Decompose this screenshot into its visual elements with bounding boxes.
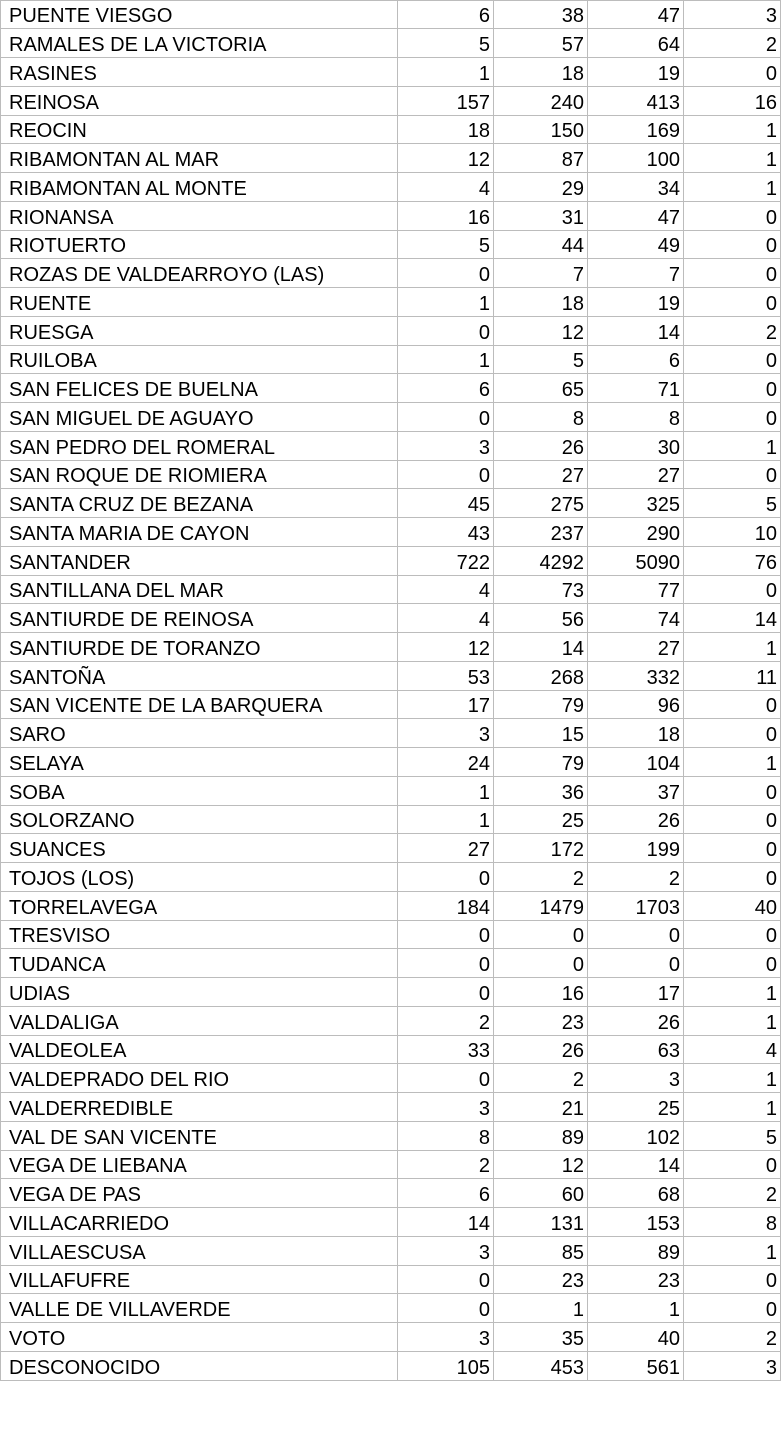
- value-cell-2[interactable]: 237: [494, 518, 588, 547]
- value-cell-3[interactable]: 18: [588, 719, 684, 748]
- value-cell-2[interactable]: 1: [494, 1294, 588, 1323]
- value-cell-2[interactable]: 38: [494, 0, 588, 29]
- value-cell-2[interactable]: 29: [494, 173, 588, 202]
- value-cell-4[interactable]: 2: [684, 29, 781, 58]
- table-row: [1, 431, 781, 460]
- municipality-cell[interactable]: SANTILLANA DEL MAR: [1, 575, 398, 604]
- value-cell-4[interactable]: 0: [684, 259, 781, 288]
- table-row: [1, 604, 781, 633]
- table-row: [1, 661, 781, 690]
- value-cell-2[interactable]: 2: [494, 863, 588, 892]
- value-cell-4[interactable]: 40: [684, 891, 781, 920]
- municipality-cell[interactable]: SOBA: [1, 776, 398, 805]
- value-cell-3[interactable]: 332: [588, 661, 684, 690]
- value-cell-2[interactable]: 12: [494, 316, 588, 345]
- table-row: [1, 115, 781, 144]
- municipality-cell[interactable]: SANTIURDE DE TORANZO: [1, 633, 398, 662]
- municipality-cell[interactable]: ROZAS DE VALDEARROYO (LAS): [1, 259, 398, 288]
- value-cell-3[interactable]: 100: [588, 144, 684, 173]
- value-cell-1[interactable]: 4: [398, 575, 494, 604]
- value-cell-1[interactable]: 105: [398, 1351, 494, 1380]
- value-cell-1[interactable]: 27: [398, 834, 494, 863]
- table-row: [1, 288, 781, 317]
- table-row: [1, 0, 781, 29]
- municipality-cell[interactable]: RUENTE: [1, 288, 398, 317]
- table-row: [1, 173, 781, 202]
- value-cell-2[interactable]: 60: [494, 1179, 588, 1208]
- value-cell-2[interactable]: 79: [494, 690, 588, 719]
- value-cell-1[interactable]: 184: [398, 891, 494, 920]
- value-cell-4[interactable]: 0: [684, 58, 781, 87]
- value-cell-1[interactable]: 5: [398, 29, 494, 58]
- value-cell-4[interactable]: 11: [684, 661, 781, 690]
- value-cell-2[interactable]: 240: [494, 86, 588, 115]
- value-cell-4[interactable]: 0: [684, 575, 781, 604]
- table-row: [1, 1150, 781, 1179]
- municipality-cell[interactable]: RASINES: [1, 58, 398, 87]
- value-cell-3[interactable]: 26: [588, 1006, 684, 1035]
- value-cell-4[interactable]: 1: [684, 431, 781, 460]
- municipality-cell[interactable]: REINOSA: [1, 86, 398, 115]
- value-cell-4[interactable]: 1: [684, 1064, 781, 1093]
- value-cell-1[interactable]: 24: [398, 748, 494, 777]
- value-cell-4[interactable]: 1: [684, 115, 781, 144]
- value-cell-1[interactable]: 3: [398, 1236, 494, 1265]
- value-cell-1[interactable]: 6: [398, 374, 494, 403]
- municipality-cell[interactable]: VAL DE SAN VICENTE: [1, 1121, 398, 1150]
- value-cell-4[interactable]: 0: [684, 805, 781, 834]
- value-cell-1[interactable]: 43: [398, 518, 494, 547]
- value-cell-2[interactable]: 150: [494, 115, 588, 144]
- value-cell-1[interactable]: 2: [398, 1150, 494, 1179]
- table-row: [1, 978, 781, 1007]
- value-cell-2[interactable]: 14: [494, 633, 588, 662]
- municipality-cell[interactable]: RIBAMONTAN AL MONTE: [1, 173, 398, 202]
- value-cell-4[interactable]: 5: [684, 489, 781, 518]
- table-row: [1, 546, 781, 575]
- table-row: [1, 719, 781, 748]
- value-cell-4[interactable]: 1: [684, 1006, 781, 1035]
- value-cell-2[interactable]: 23: [494, 1006, 588, 1035]
- municipality-cell[interactable]: SANTA CRUZ DE BEZANA: [1, 489, 398, 518]
- value-cell-1[interactable]: 6: [398, 0, 494, 29]
- table-row: [1, 1351, 781, 1380]
- value-cell-2[interactable]: 2: [494, 1064, 588, 1093]
- value-cell-2[interactable]: 87: [494, 144, 588, 173]
- value-cell-2[interactable]: 268: [494, 661, 588, 690]
- table-row: [1, 144, 781, 173]
- value-cell-3[interactable]: 1703: [588, 891, 684, 920]
- value-cell-3[interactable]: 34: [588, 173, 684, 202]
- value-cell-4[interactable]: 0: [684, 690, 781, 719]
- value-cell-2[interactable]: 44: [494, 230, 588, 259]
- value-cell-3[interactable]: 561: [588, 1351, 684, 1380]
- value-cell-2[interactable]: 89: [494, 1121, 588, 1150]
- value-cell-3[interactable]: 63: [588, 1035, 684, 1064]
- table-row: [1, 518, 781, 547]
- value-cell-1[interactable]: 1: [398, 288, 494, 317]
- municipality-cell[interactable]: VEGA DE LIEBANA: [1, 1150, 398, 1179]
- value-cell-2[interactable]: 15: [494, 719, 588, 748]
- municipality-cell[interactable]: RIOTUERTO: [1, 230, 398, 259]
- table-row: [1, 776, 781, 805]
- value-cell-2[interactable]: 31: [494, 201, 588, 230]
- table-row: [1, 891, 781, 920]
- value-cell-1[interactable]: 0: [398, 259, 494, 288]
- value-cell-1[interactable]: 45: [398, 489, 494, 518]
- table-row: [1, 863, 781, 892]
- value-cell-3[interactable]: 71: [588, 374, 684, 403]
- value-cell-1[interactable]: 16: [398, 201, 494, 230]
- value-cell-3[interactable]: 14: [588, 316, 684, 345]
- value-cell-4[interactable]: 0: [684, 374, 781, 403]
- value-cell-3[interactable]: 47: [588, 201, 684, 230]
- table-row: [1, 1265, 781, 1294]
- municipality-cell[interactable]: TRESVISO: [1, 920, 398, 949]
- value-cell-3[interactable]: 2: [588, 863, 684, 892]
- value-cell-2[interactable]: 12: [494, 1150, 588, 1179]
- value-cell-1[interactable]: 1: [398, 345, 494, 374]
- value-cell-2[interactable]: 4292: [494, 546, 588, 575]
- value-cell-4[interactable]: 3: [684, 0, 781, 29]
- value-cell-2[interactable]: 57: [494, 29, 588, 58]
- municipality-cell[interactable]: VILLAFUFRE: [1, 1265, 398, 1294]
- value-cell-4[interactable]: 0: [684, 1265, 781, 1294]
- value-cell-1[interactable]: 0: [398, 403, 494, 432]
- table-row: [1, 834, 781, 863]
- table-row: [1, 86, 781, 115]
- value-cell-2[interactable]: 26: [494, 1035, 588, 1064]
- value-cell-1[interactable]: 33: [398, 1035, 494, 1064]
- value-cell-4[interactable]: 16: [684, 86, 781, 115]
- municipality-cell[interactable]: SANTOÑA: [1, 661, 398, 690]
- table-row: [1, 920, 781, 949]
- municipality-cell[interactable]: TOJOS (LOS): [1, 863, 398, 892]
- municipality-cell[interactable]: SAN ROQUE DE RIOMIERA: [1, 460, 398, 489]
- table-row: [1, 1179, 781, 1208]
- value-cell-3[interactable]: 17: [588, 978, 684, 1007]
- value-cell-3[interactable]: 89: [588, 1236, 684, 1265]
- value-cell-3[interactable]: 14: [588, 1150, 684, 1179]
- table-row: [1, 489, 781, 518]
- municipality-cell[interactable]: VILLAESCUSA: [1, 1236, 398, 1265]
- table-row: [1, 345, 781, 374]
- value-cell-4[interactable]: 8: [684, 1208, 781, 1237]
- value-cell-4[interactable]: 10: [684, 518, 781, 547]
- municipality-cell[interactable]: VEGA DE PAS: [1, 1179, 398, 1208]
- value-cell-3[interactable]: 77: [588, 575, 684, 604]
- municipality-cell[interactable]: SAN MIGUEL DE AGUAYO: [1, 403, 398, 432]
- value-cell-1[interactable]: 1: [398, 776, 494, 805]
- municipality-cell[interactable]: VALDEPRADO DEL RIO: [1, 1064, 398, 1093]
- value-cell-1[interactable]: 3: [398, 1323, 494, 1352]
- value-cell-2[interactable]: 65: [494, 374, 588, 403]
- value-cell-4[interactable]: 1: [684, 748, 781, 777]
- value-cell-3[interactable]: 3: [588, 1064, 684, 1093]
- value-cell-4[interactable]: 2: [684, 1323, 781, 1352]
- municipality-cell[interactable]: SANTIURDE DE REINOSA: [1, 604, 398, 633]
- value-cell-1[interactable]: 1: [398, 58, 494, 87]
- value-cell-1[interactable]: 157: [398, 86, 494, 115]
- value-cell-1[interactable]: 3: [398, 1093, 494, 1122]
- municipality-cell[interactable]: SOLORZANO: [1, 805, 398, 834]
- municipality-cell[interactable]: VALDEOLEA: [1, 1035, 398, 1064]
- value-cell-3[interactable]: 290: [588, 518, 684, 547]
- municipality-cell[interactable]: SAN FELICES DE BUELNA: [1, 374, 398, 403]
- table-row: [1, 1323, 781, 1352]
- value-cell-2[interactable]: 131: [494, 1208, 588, 1237]
- value-cell-4[interactable]: 5: [684, 1121, 781, 1150]
- value-cell-1[interactable]: 722: [398, 546, 494, 575]
- value-cell-2[interactable]: 85: [494, 1236, 588, 1265]
- value-cell-2[interactable]: 56: [494, 604, 588, 633]
- spreadsheet-body: [1, 0, 781, 1380]
- value-cell-4[interactable]: 0: [684, 920, 781, 949]
- value-cell-4[interactable]: 1: [684, 978, 781, 1007]
- municipality-cell[interactable]: SAN PEDRO DEL ROMERAL: [1, 431, 398, 460]
- value-cell-4[interactable]: 1: [684, 144, 781, 173]
- value-cell-3[interactable]: 26: [588, 805, 684, 834]
- table-row: [1, 1208, 781, 1237]
- table-row: [1, 201, 781, 230]
- table-row: [1, 29, 781, 58]
- value-cell-2[interactable]: 16: [494, 978, 588, 1007]
- table-row: [1, 460, 781, 489]
- value-cell-1[interactable]: 5: [398, 230, 494, 259]
- municipality-cell[interactable]: DESCONOCIDO: [1, 1351, 398, 1380]
- municipality-cell[interactable]: VALLE DE VILLAVERDE: [1, 1294, 398, 1323]
- table-row: [1, 805, 781, 834]
- municipality-cell[interactable]: REOCIN: [1, 115, 398, 144]
- value-cell-3[interactable]: 102: [588, 1121, 684, 1150]
- value-cell-4[interactable]: 76: [684, 546, 781, 575]
- value-cell-4[interactable]: 1: [684, 1236, 781, 1265]
- value-cell-3[interactable]: 8: [588, 403, 684, 432]
- value-cell-1[interactable]: 3: [398, 431, 494, 460]
- value-cell-4[interactable]: 14: [684, 604, 781, 633]
- value-cell-2[interactable]: 18: [494, 58, 588, 87]
- municipality-cell[interactable]: RUILOBA: [1, 345, 398, 374]
- value-cell-1[interactable]: 18: [398, 115, 494, 144]
- municipality-cell[interactable]: TUDANCA: [1, 949, 398, 978]
- municipality-cell[interactable]: PUENTE VIESGO: [1, 0, 398, 29]
- municipality-cell[interactable]: SARO: [1, 719, 398, 748]
- value-cell-4[interactable]: 2: [684, 316, 781, 345]
- value-cell-3[interactable]: 0: [588, 949, 684, 978]
- value-cell-1[interactable]: 8: [398, 1121, 494, 1150]
- value-cell-4[interactable]: 0: [684, 201, 781, 230]
- table-row: [1, 633, 781, 662]
- table-row: [1, 690, 781, 719]
- value-cell-2[interactable]: 35: [494, 1323, 588, 1352]
- value-cell-3[interactable]: 23: [588, 1265, 684, 1294]
- value-cell-3[interactable]: 19: [588, 288, 684, 317]
- table-row: [1, 1294, 781, 1323]
- value-cell-1[interactable]: 14: [398, 1208, 494, 1237]
- table-row: [1, 259, 781, 288]
- value-cell-3[interactable]: 27: [588, 460, 684, 489]
- municipality-cell[interactable]: RIONANSA: [1, 201, 398, 230]
- table-row: [1, 58, 781, 87]
- table-row: [1, 1006, 781, 1035]
- value-cell-3[interactable]: 19: [588, 58, 684, 87]
- municipality-cell[interactable]: UDIAS: [1, 978, 398, 1007]
- value-cell-4[interactable]: 0: [684, 776, 781, 805]
- value-cell-4[interactable]: 3: [684, 1351, 781, 1380]
- value-cell-4[interactable]: 0: [684, 949, 781, 978]
- value-cell-2[interactable]: 5: [494, 345, 588, 374]
- value-cell-4[interactable]: 1: [684, 173, 781, 202]
- value-cell-1[interactable]: 12: [398, 144, 494, 173]
- value-cell-3[interactable]: 153: [588, 1208, 684, 1237]
- table-row: [1, 575, 781, 604]
- table-row: [1, 316, 781, 345]
- value-cell-1[interactable]: 0: [398, 949, 494, 978]
- table-row: [1, 1093, 781, 1122]
- value-cell-4[interactable]: 1: [684, 1093, 781, 1122]
- table-row: [1, 1236, 781, 1265]
- value-cell-4[interactable]: 0: [684, 345, 781, 374]
- value-cell-1[interactable]: 17: [398, 690, 494, 719]
- value-cell-4[interactable]: 0: [684, 403, 781, 432]
- value-cell-3[interactable]: 40: [588, 1323, 684, 1352]
- municipality-cell[interactable]: VALDERREDIBLE: [1, 1093, 398, 1122]
- municipality-cell[interactable]: SANTA MARIA DE CAYON: [1, 518, 398, 547]
- value-cell-1[interactable]: 4: [398, 604, 494, 633]
- value-cell-1[interactable]: 0: [398, 1064, 494, 1093]
- municipality-cell[interactable]: VALDALIGA: [1, 1006, 398, 1035]
- value-cell-3[interactable]: 47: [588, 0, 684, 29]
- value-cell-1[interactable]: 0: [398, 1265, 494, 1294]
- table-row: [1, 403, 781, 432]
- value-cell-2[interactable]: 18: [494, 288, 588, 317]
- value-cell-4[interactable]: 0: [684, 230, 781, 259]
- value-cell-4[interactable]: 0: [684, 719, 781, 748]
- value-cell-3[interactable]: 7: [588, 259, 684, 288]
- municipality-cell[interactable]: SANTANDER: [1, 546, 398, 575]
- value-cell-1[interactable]: 0: [398, 316, 494, 345]
- value-cell-2[interactable]: 275: [494, 489, 588, 518]
- value-cell-1[interactable]: 0: [398, 978, 494, 1007]
- value-cell-2[interactable]: 7: [494, 259, 588, 288]
- value-cell-3[interactable]: 0: [588, 920, 684, 949]
- table-row: [1, 1064, 781, 1093]
- value-cell-2[interactable]: 23: [494, 1265, 588, 1294]
- value-cell-1[interactable]: 12: [398, 633, 494, 662]
- value-cell-3[interactable]: 49: [588, 230, 684, 259]
- value-cell-1[interactable]: 0: [398, 920, 494, 949]
- value-cell-4[interactable]: 0: [684, 1150, 781, 1179]
- value-cell-1[interactable]: 0: [398, 863, 494, 892]
- value-cell-2[interactable]: 453: [494, 1351, 588, 1380]
- value-cell-1[interactable]: 0: [398, 460, 494, 489]
- value-cell-1[interactable]: 2: [398, 1006, 494, 1035]
- value-cell-2[interactable]: 25: [494, 805, 588, 834]
- municipality-cell[interactable]: RUESGA: [1, 316, 398, 345]
- table-row: [1, 748, 781, 777]
- value-cell-2[interactable]: 0: [494, 920, 588, 949]
- value-cell-3[interactable]: 30: [588, 431, 684, 460]
- value-cell-4[interactable]: 4: [684, 1035, 781, 1064]
- value-cell-1[interactable]: 0: [398, 1294, 494, 1323]
- value-cell-2[interactable]: 79: [494, 748, 588, 777]
- value-cell-1[interactable]: 53: [398, 661, 494, 690]
- value-cell-2[interactable]: 73: [494, 575, 588, 604]
- value-cell-3[interactable]: 74: [588, 604, 684, 633]
- value-cell-2[interactable]: 21: [494, 1093, 588, 1122]
- value-cell-3[interactable]: 104: [588, 748, 684, 777]
- value-cell-3[interactable]: 96: [588, 690, 684, 719]
- value-cell-2[interactable]: 1479: [494, 891, 588, 920]
- value-cell-3[interactable]: 25: [588, 1093, 684, 1122]
- value-cell-2[interactable]: 172: [494, 834, 588, 863]
- value-cell-4[interactable]: 2: [684, 1179, 781, 1208]
- value-cell-3[interactable]: 169: [588, 115, 684, 144]
- value-cell-2[interactable]: 27: [494, 460, 588, 489]
- municipality-cell[interactable]: RIBAMONTAN AL MAR: [1, 144, 398, 173]
- value-cell-4[interactable]: 1: [684, 633, 781, 662]
- value-cell-3[interactable]: 27: [588, 633, 684, 662]
- municipality-cell[interactable]: RAMALES DE LA VICTORIA: [1, 29, 398, 58]
- value-cell-3[interactable]: 325: [588, 489, 684, 518]
- municipality-cell[interactable]: SUANCES: [1, 834, 398, 863]
- value-cell-3[interactable]: 68: [588, 1179, 684, 1208]
- value-cell-3[interactable]: 5090: [588, 546, 684, 575]
- municipality-cell[interactable]: SAN VICENTE DE LA BARQUERA: [1, 690, 398, 719]
- value-cell-3[interactable]: 6: [588, 345, 684, 374]
- value-cell-1[interactable]: 4: [398, 173, 494, 202]
- value-cell-1[interactable]: 1: [398, 805, 494, 834]
- value-cell-3[interactable]: 1: [588, 1294, 684, 1323]
- municipality-cell[interactable]: VILLACARRIEDO: [1, 1208, 398, 1237]
- municipality-cell[interactable]: TORRELAVEGA: [1, 891, 398, 920]
- table-row: [1, 374, 781, 403]
- value-cell-2[interactable]: 26: [494, 431, 588, 460]
- value-cell-1[interactable]: 6: [398, 1179, 494, 1208]
- table-row: [1, 1121, 781, 1150]
- table-row: [1, 949, 781, 978]
- value-cell-3[interactable]: 37: [588, 776, 684, 805]
- value-cell-3[interactable]: 413: [588, 86, 684, 115]
- value-cell-2[interactable]: 8: [494, 403, 588, 432]
- value-cell-4[interactable]: 0: [684, 1294, 781, 1323]
- value-cell-4[interactable]: 0: [684, 288, 781, 317]
- value-cell-3[interactable]: 64: [588, 29, 684, 58]
- value-cell-4[interactable]: 0: [684, 460, 781, 489]
- value-cell-2[interactable]: 36: [494, 776, 588, 805]
- value-cell-4[interactable]: 0: [684, 834, 781, 863]
- municipality-cell[interactable]: SELAYA: [1, 748, 398, 777]
- municipality-cell[interactable]: VOTO: [1, 1323, 398, 1352]
- value-cell-3[interactable]: 199: [588, 834, 684, 863]
- table-row: [1, 230, 781, 259]
- value-cell-2[interactable]: 0: [494, 949, 588, 978]
- table-row: [1, 1035, 781, 1064]
- value-cell-4[interactable]: 0: [684, 863, 781, 892]
- value-cell-1[interactable]: 3: [398, 719, 494, 748]
